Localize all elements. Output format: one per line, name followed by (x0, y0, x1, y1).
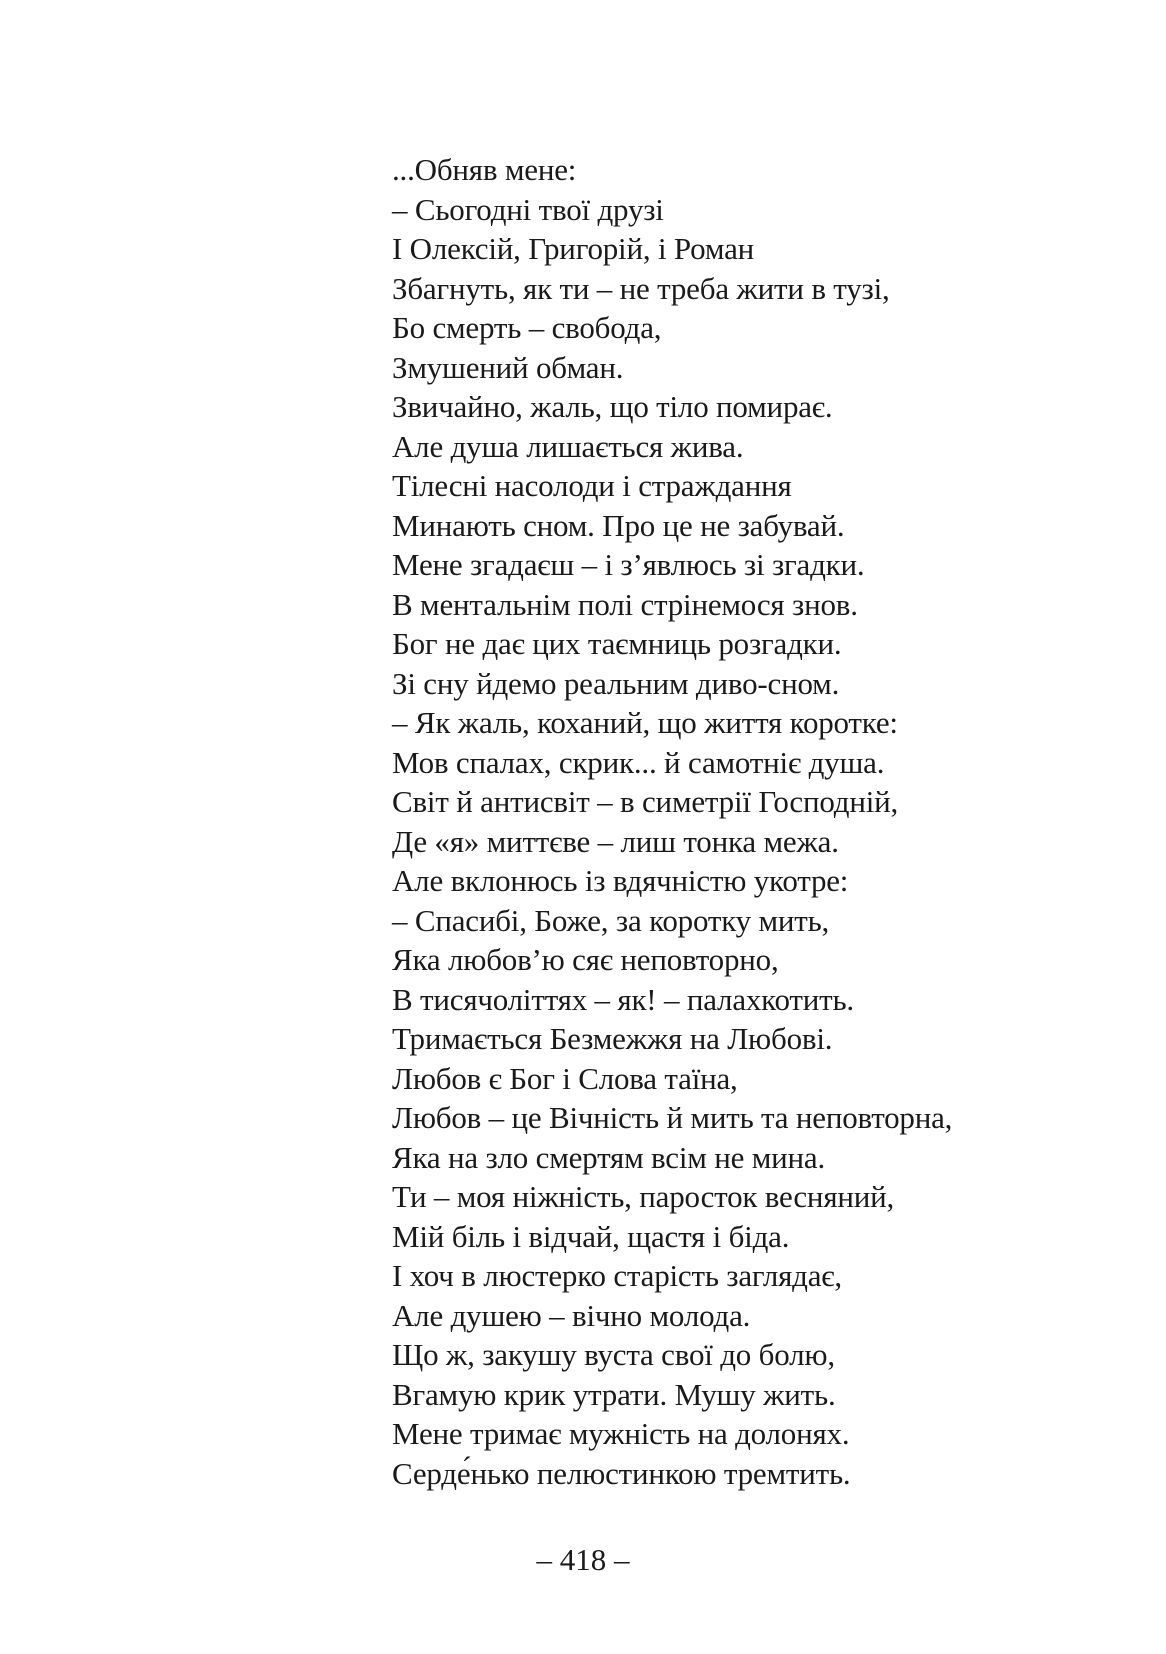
poem-text (392, 150, 1112, 1493)
poem-line-26: Яка на зло смертям всім не мина. (392, 1139, 826, 1175)
poem-line-28: Мій біль і відчай, щастя і біда. (392, 1218, 790, 1254)
poem-line-7: Звичайно, жаль, що тіло помирає. (392, 389, 833, 424)
poem-line-9: Тілесні насолоди і страждання (392, 468, 792, 503)
poem-line-14: Зі сну йдемо реальним диво-сном. (392, 665, 840, 701)
poem-line-32: Вгамую крик утрати. Мушу жить. (392, 1376, 836, 1412)
poem-line-6: Змушений обман. (392, 349, 624, 385)
poem-line-3: І Олексій, Григорій, і Роман (392, 231, 755, 266)
poem-line-27: Ти – моя ніжність, паросток весняний, (392, 1179, 895, 1214)
poem-line-18: Де «я» миттєве – лиш тонка межа. (392, 823, 839, 859)
poem-line-10: Минають сном. Про це не забувай. (392, 507, 845, 543)
poem-line-8: Але душа лишається жива. (392, 428, 744, 464)
poem-line-17: Світ й антисвіт – в симетрії Господній, (392, 784, 899, 819)
poem-line-24: Любов є Бог і Слова таїна, (392, 1060, 738, 1096)
poem-line-33: Мене тримає мужність на долонях. (392, 1416, 850, 1451)
poem-line-13: Бог не дає цих таємниць розгадки. (392, 626, 842, 661)
poem-line-4: Збагнуть, як ти – не треба жити в тузі, (392, 270, 890, 306)
poem-line-16: Мов спалах, скрик... й самотнiє душа. (392, 744, 885, 780)
poem-line-19: Але вклонюсь із вдячністю укотре: (392, 863, 849, 898)
page-number: – 418 – (536, 1542, 630, 1577)
poem-line-20: – Спасибі, Боже, за коротку мить, (392, 902, 830, 938)
poem-line-29: І хоч в люстерко старість заглядає, (392, 1258, 842, 1293)
poem-line-22: В тисячоліттях – як! – палахкотить. (392, 981, 854, 1017)
poem-line-34: Серде́нько пелюстинкою тремтить. (392, 1455, 851, 1491)
poem-line-30: Але душею – вічно молода. (392, 1297, 751, 1333)
poem-line-12: В ментальнім полі стрінемося знов. (392, 586, 858, 622)
poem-line-1: ...Обняв мене: (392, 152, 577, 187)
poem-line-5: Бо смерть – свобода, (392, 310, 662, 345)
poem-line-25: Любов – це Вічність й мить та неповторна, (392, 1100, 953, 1135)
poem-line-2: – Сьогодні твої друзі (392, 191, 664, 227)
poem-line-15: – Як жаль, коханий, що життя коротке: (392, 705, 898, 740)
poem-line-11: Мене згадаєш – і з’явлюсь зі згадки. (392, 547, 865, 582)
poem-line-23: Тримається Безмежжя на Любові. (392, 1021, 833, 1056)
poem-line-21: Яка любов’ю сяє неповторно, (392, 942, 779, 977)
poem-line-31: Що ж, закушу вуста свої до болю, (392, 1337, 835, 1372)
